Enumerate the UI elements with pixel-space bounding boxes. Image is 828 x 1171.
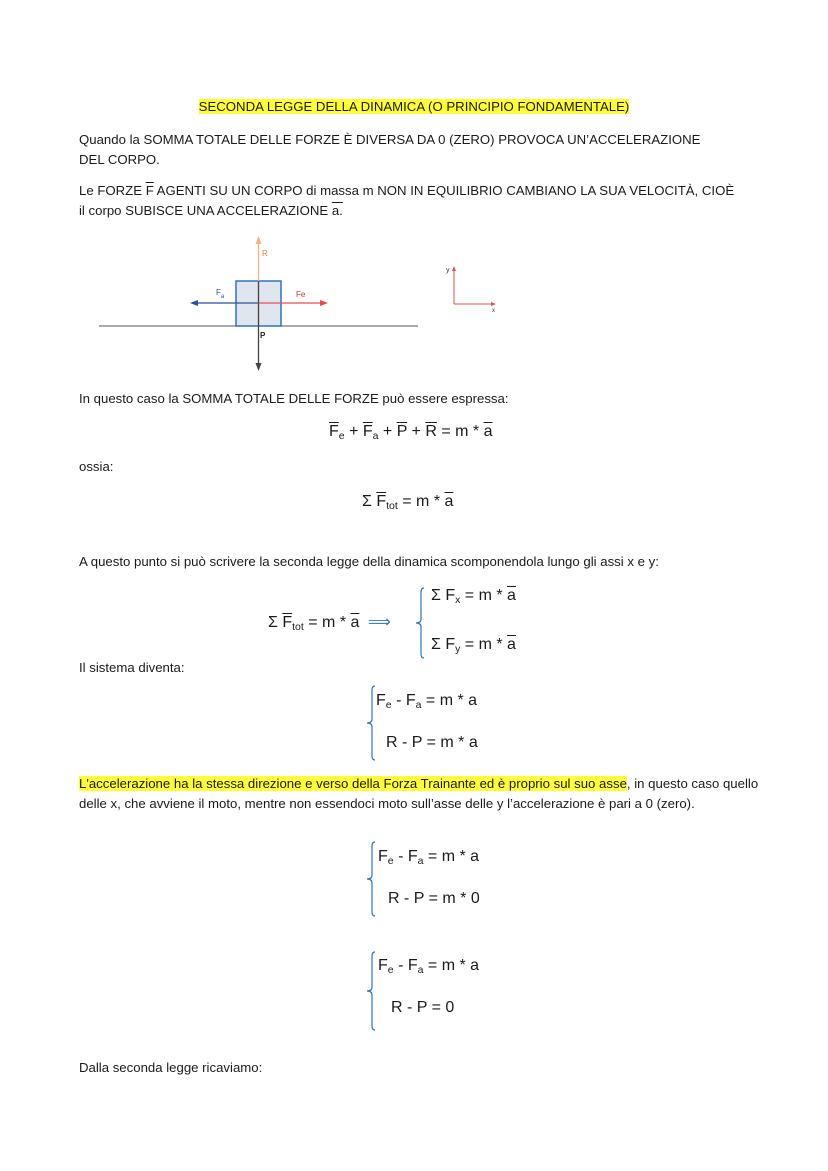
paragraph-derive: Dalla seconda legge ricaviamo: bbox=[79, 1060, 263, 1075]
label-R: R bbox=[262, 249, 268, 258]
system3-line2: R - P = 0 bbox=[391, 999, 455, 1016]
label-y: y bbox=[446, 267, 450, 274]
paragraph-intro: Quando la SOMMA TOTALE DELLE FORZE È DIVERSA DA 0 (ZERO) PROVOCA UN’ACCELERAZIONE DEL CORPO. bbox=[79, 132, 701, 167]
force-vector-symbol: $\overline{F}$ bbox=[145, 183, 154, 198]
acceleration-vector-symbol: a. bbox=[331, 203, 343, 218]
system1-line1: $F_e - F_a = m * a$ bbox=[376, 692, 478, 711]
equation-x-component: Σ $F_x = m * \overline{a}$ bbox=[431, 587, 516, 606]
paragraph-sum-intro: In questo caso la SOMMA TOTALE DELLE FORZE può essere espressa: bbox=[79, 391, 509, 406]
word-ossia: ossia: bbox=[79, 459, 114, 474]
paragraph-decomposition: A questo punto si può scrivere la seconda legge della dinamica scomponendola lungo gli assi x e y: bbox=[79, 554, 659, 569]
system1-line2: R - P = m * a bbox=[386, 734, 478, 751]
system2-brace bbox=[363, 840, 377, 918]
equation-decomposition-lhs: Σ $\overline{F}_{tot} = m * \overline{a}$ ⟹ bbox=[268, 614, 391, 633]
implies-arrow: ⟹ bbox=[367, 614, 391, 631]
system2-line1: $F_e - F_a = m * a$ bbox=[378, 848, 480, 867]
system3-line1: $F_e - F_a = m * a$ bbox=[378, 957, 480, 976]
equation-total-force: Σ $\overline{F}_{tot} = m * \overline{a}$ bbox=[362, 493, 454, 512]
label-Fe: Fe bbox=[296, 290, 306, 299]
equation-y-component: Σ $F_y = m * \overline{a}$ bbox=[431, 636, 516, 655]
system2-line2: R - P = m * 0 bbox=[388, 890, 480, 907]
normal-force-arrowhead bbox=[256, 236, 262, 244]
weight-arrowhead bbox=[256, 363, 262, 371]
label-P: P bbox=[260, 331, 266, 340]
system1-brace bbox=[363, 684, 377, 762]
page-title: SECONDA LEGGE DELLA DINAMICA (O PRINCIPIO FONDAMENTALE) bbox=[198, 99, 630, 114]
equation-force-sum: $\overline{F}_e + \overline{F}_a + \overline{P} + \overline{R} = m * \overline{a}$ bbox=[329, 423, 493, 442]
friction-force-arrowhead bbox=[190, 300, 198, 306]
label-Fa: $F_a$ bbox=[216, 288, 225, 300]
force-diagram bbox=[90, 230, 510, 380]
label-x: x bbox=[492, 308, 495, 314]
traction-force-arrowhead bbox=[320, 300, 328, 306]
paragraph-acceleration-direction: L'accelerazione ha la stessa direzione e verso della Forza Trainante ed è proprio sul suo asse, in questo caso quello delle x, che avviene il moto, mentre non essendoci moto sull’asse delle y l’accelerazione è pari a 0 (zero). bbox=[79, 776, 759, 811]
x-axis-arrowhead bbox=[491, 302, 496, 306]
decomposition-brace bbox=[412, 586, 426, 660]
paragraph-system-intro: Il sistema diventa: bbox=[79, 660, 185, 675]
paragraph-forces: Le FORZE $\overline{F}$ AGENTI SU UN CORPO di massa m NON IN EQUILIBRIO CAMBIANO LA SUA VELOCITÀ, CIOÈ il corpo SUBISCE UNA ACCELERAZIONE a. bbox=[79, 183, 735, 218]
system3-brace bbox=[363, 950, 377, 1032]
y-axis-arrowhead bbox=[452, 266, 456, 271]
